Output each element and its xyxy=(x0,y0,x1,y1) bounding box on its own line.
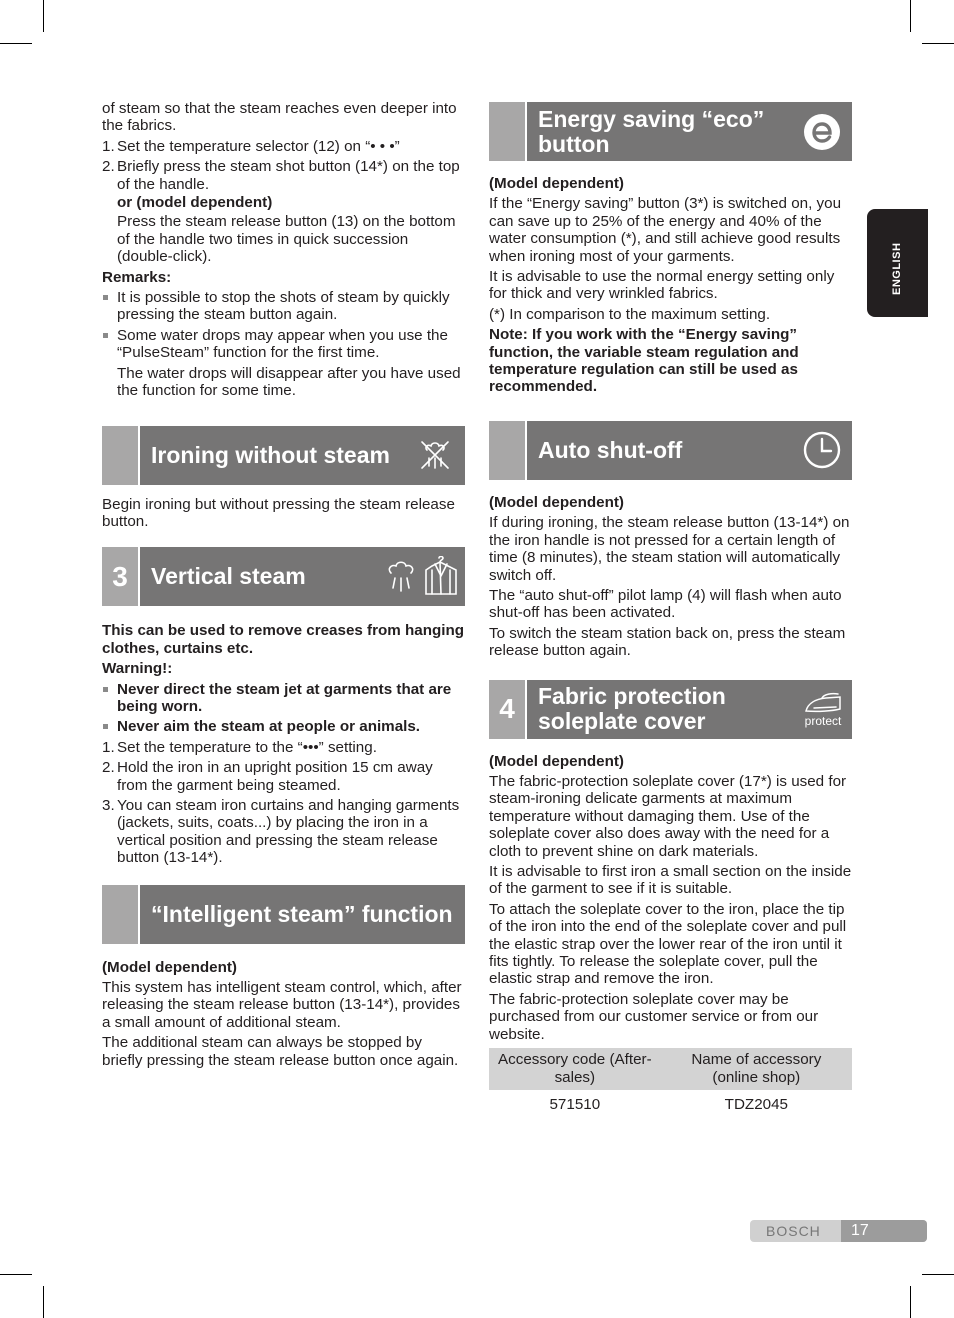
or-model-text: Press the steam release button (13) on the bottom of the handle two times in quick succession (double-click). xyxy=(117,213,456,266)
model-dependent-label: (Model dependent) xyxy=(489,493,624,511)
section-header-fabric-protection xyxy=(489,680,852,739)
protect-icon-label: protect xyxy=(804,713,842,728)
section-tab xyxy=(489,421,527,480)
section-number: 4 xyxy=(489,680,527,739)
section-tab xyxy=(102,885,140,944)
section-tab xyxy=(102,426,140,485)
left-column xyxy=(102,100,465,1072)
eco-note: Note: If you work with the “Energy saving” function, the variable steam regulation and temperature regulation can still be used as recommended. xyxy=(489,326,799,396)
fabric-text: It is advisable to first iron a small section on the inside of the garment to see if it is suitable. xyxy=(489,862,852,898)
crop-mark xyxy=(43,1286,44,1318)
remark-continuation: The water drops will disappear after you have used the function for some time. xyxy=(117,364,461,400)
vertical-steam-icon xyxy=(383,547,465,606)
model-dependent-label: (Model dependent) xyxy=(102,958,237,976)
crop-mark xyxy=(0,1274,32,1275)
eco-text: If the “Energy saving” button (3*) is switched on, you can save up to 25% of the energy and 40% of the water consumption (*), and still achieve good results when ironing most of your garments. xyxy=(489,195,842,265)
step-item: 3. You can steam iron curtains and hanging garments (jackets, suits, coats...) by placing the iron in a vertical position and pressing the steam release button (13-14*). xyxy=(102,796,460,867)
model-dependent-label: (Model dependent) xyxy=(489,752,624,770)
section-header-ironing-without-steam xyxy=(102,426,465,485)
auto-text: If during ironing, the steam release button (13-14*) on the iron handle is not pressed for a certain length of time (8 minutes), the steam station will automatically switch off. xyxy=(489,514,850,584)
or-model-label: or (model dependent) xyxy=(117,194,273,212)
warning-item: Never aim the steam at people or animals. xyxy=(102,718,465,735)
step-item: 1. Set the temperature to the “•••” setting. xyxy=(102,738,377,756)
fabric-text: The fabric-protection soleplate cover (17*) is used for steam-ironing delicate garments at maximum temperature without damaging them. Use of the soleplate cover also does away with the need for a cloth to prevent shine on dark materials. xyxy=(489,772,847,860)
section-header-auto-shut-off xyxy=(489,421,852,480)
vertical-intro: This can be used to remove creases from hanging clothes, curtains etc. xyxy=(102,622,465,657)
step-item: 2. Hold the iron in an upright position 15 cm away from the garment being steamed. xyxy=(102,759,433,794)
warning-item: Never direct the steam jet at garments that are being worn. xyxy=(102,681,465,716)
step-item: 2. Briefly press the steam shot button (14*) on the top of the handle. xyxy=(102,158,460,193)
section-header-intelligent-steam xyxy=(102,885,465,944)
no-steam-icon xyxy=(405,426,465,485)
crop-mark xyxy=(910,0,911,32)
page-number: 17 xyxy=(841,1220,927,1242)
remarks-heading: Remarks: xyxy=(102,268,172,286)
table-row xyxy=(489,1090,852,1119)
accessory-table xyxy=(489,1048,852,1119)
intelligent-text: The additional steam can always be stopped by briefly pressing the steam release button once again. xyxy=(102,1034,459,1069)
table-header-row xyxy=(489,1048,852,1090)
fabric-text: To attach the soleplate cover to the iron, place the tip of the iron into the end of the soleplate cover and pull the elastic strap over the lower rear of the iron until it fits tightly. To release the soleplate cover, pull the elastic strap and remove the iron. xyxy=(489,900,847,988)
section-title: Auto shut-off xyxy=(538,436,683,463)
footer-bar xyxy=(750,1220,927,1242)
table-header-accessory-name: Name of accessory (online shop) xyxy=(661,1048,852,1090)
table-cell-code: 571510 xyxy=(549,1096,601,1114)
eco-icon xyxy=(792,102,852,161)
section-header-eco-button xyxy=(489,102,852,161)
eco-text: (*) In comparison to the maximum setting. xyxy=(489,305,771,323)
ironing-text: Begin ironing but without pressing the steam release button. xyxy=(102,495,455,530)
crop-mark xyxy=(43,0,44,32)
language-tab xyxy=(867,209,928,317)
section-title: Energy saving “eco” button xyxy=(538,105,765,157)
brand-name: BOSCH xyxy=(766,1223,821,1239)
table-cell-name: TDZ2045 xyxy=(724,1096,788,1114)
section-number: 3 xyxy=(102,547,140,606)
section-tab xyxy=(489,102,527,161)
crop-mark xyxy=(922,1274,954,1275)
auto-text: To switch the steam station back on, press the steam release button again. xyxy=(489,624,846,660)
intro-text: of steam so that the steam reaches even deeper into the fabrics. xyxy=(102,100,457,135)
intelligent-text: This system has intelligent steam control, which, after releasing the steam release button (13-14*), provides a small amount of additional steam. xyxy=(102,979,462,1031)
language-label: ENGLISH xyxy=(891,242,903,295)
section-header-vertical-steam xyxy=(102,547,465,606)
section-title: Fabric protection soleplate cover xyxy=(538,683,726,735)
table-header-accessory-code: Accessory code (After-sales) xyxy=(489,1048,661,1090)
step-item: 1. Set the temperature selector (12) on “• • •” xyxy=(102,137,400,155)
protect-icon xyxy=(794,680,852,739)
model-dependent-label: (Model dependent) xyxy=(489,175,624,192)
warning-heading: Warning!: xyxy=(102,660,173,678)
fabric-text: The fabric-protection soleplate cover may be purchased from our customer service or from our website. xyxy=(489,990,819,1043)
auto-text: The “auto shut-off” pilot lamp (4) will flash when auto shut-off has been activated. xyxy=(489,586,842,622)
section-title: “Intelligent steam” function xyxy=(151,900,453,927)
right-column xyxy=(489,102,852,1119)
eco-text: It is advisable to use the normal energy setting only for thick and very wrinkled fabrics. xyxy=(489,268,835,303)
crop-mark xyxy=(910,1286,911,1318)
crop-mark xyxy=(922,43,954,44)
clock-icon xyxy=(792,421,852,480)
section-title: Ironing without steam xyxy=(151,441,390,468)
section-title: Vertical steam xyxy=(151,563,306,590)
remark-item: It is possible to stop the shots of steam by quickly pressing the steam button again. xyxy=(102,289,465,324)
crop-mark xyxy=(0,43,32,44)
remark-item: Some water drops may appear when you use the “PulseSteam” function for the first time. xyxy=(102,327,465,362)
